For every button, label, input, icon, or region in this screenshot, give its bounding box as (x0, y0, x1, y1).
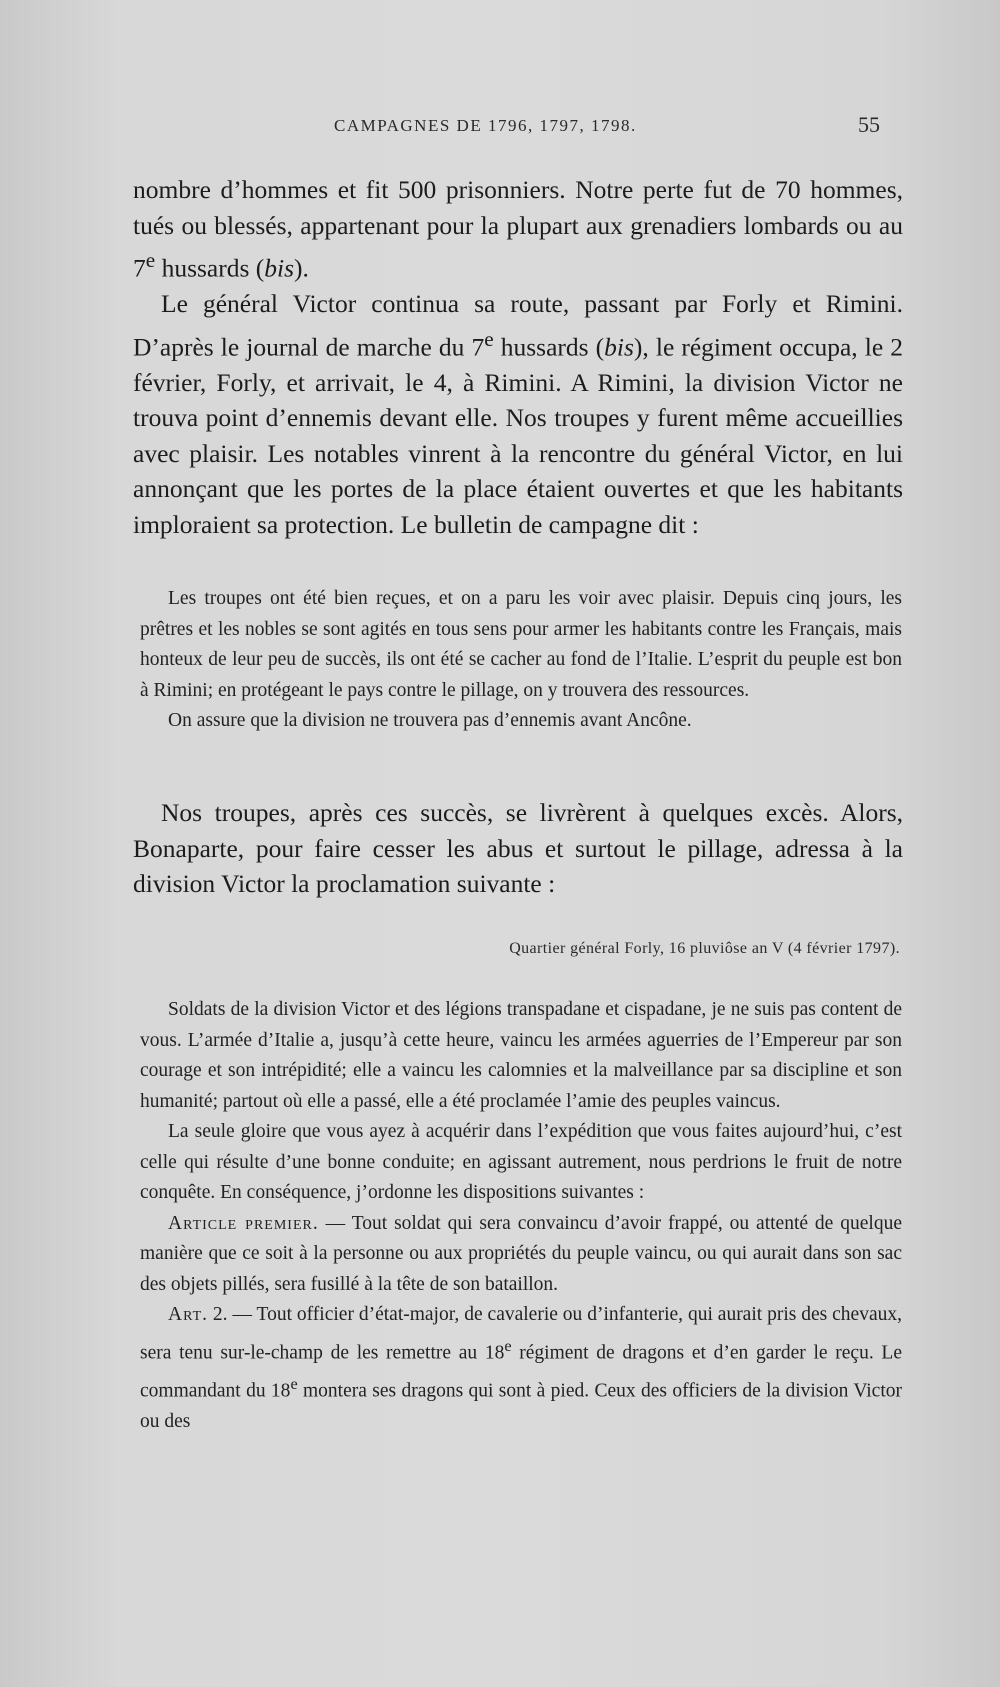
proclamation-paragraph-1: Soldats de la division Victor et des légions transpadane et cispadane, je ne suis pas content de vous. L’armée d’Italie a, jusqu’à cette heure, vaincu les armées aguerries de l’Empereur par son courage et son intrépidité; elle a vaincu les calomnies et la malveillance par sa discipline et son humanité; partout où elle a passé, elle a été proclamée l’amie des peuples vaincus. (140, 999, 902, 1112)
proclamation-paragraph-2: La seule gloire que vous ayez à acquérir dans l’expédition que vous faites aujourd’hui, c’est celle qui résulte d’une bonne conduite; en agissant autrement, nous perdrions le fruit de notre conquête. En conséquence, j’ordonne les dispositions suivantes : (140, 1121, 902, 1203)
main-text-block-2 (133, 795, 903, 902)
paragraph-1: nombre d’hommes et fit 500 prisonniers. Notre perte fut de 70 hommes, tués ou blessés, appartenant pour la plupart aux grenadiers lombards ou au 7e hussards (bis). (133, 175, 903, 283)
proclamation-text (140, 995, 902, 1437)
page-number: 55 (858, 112, 880, 137)
proclamation-dateline: Quartier général Forly, 16 pluviôse an V (4 février 1797). (509, 940, 900, 957)
article-1: Article premier. — Tout soldat qui sera convaincu d’avoir frappé, ou attenté de quelque manière que ce soit à la personne ou aux propriétés du peuple vaincu, ou qui aurait dans son sac des objets pillés, sera fusillé à la tête de son bataillon. (140, 1212, 902, 1295)
quote-paragraph-2: On assure que la division ne trouvera pas d’ennemis avant Ancône. (168, 710, 692, 731)
bulletin-quote (140, 584, 902, 737)
main-text-block-1 (133, 172, 903, 542)
article-2: Art. 2. — Tout officier d’état-major, de cavalerie ou d’infanterie, qui aurait pris des chevaux, sera tenu sur-le-champ de les remettre au 18e régiment de dragons et d’en garder le reçu. Le commandant du 18e montera ses dragons qui sont à pied. Ceux des officiers de la division Victor ou des (140, 1304, 902, 1432)
paragraph-2: Le général Victor continua sa route, passant par Forly et Rimini. D’après le journal de marche du 7e hussards (bis), le régiment occupa, le 2 février, Forly, et arrivait, le 4, à Rimini. A Rimini, la division Victor ne trouva point d’ennemis devant elle. Nos troupes y furent même accueillies avec plaisir. Les notables vinrent à la rencontre du général Victor, en lui annonçant que les portes de la place étaient ouvertes et que les habitants imploraient sa protection. Le bulletin de campagne dit : (133, 289, 903, 539)
quote-paragraph-1: Les troupes ont été bien reçues, et on a paru les voir avec plaisir. Depuis cinq jours, les prêtres et les nobles se sont agités en tous sens pour armer les habitants contre les Français, mais honteux de leur peu de succès, ils ont été se cacher au fond de l’Italie. L’esprit du peuple est bon à Rimini; en protégeant le pays contre le pillage, on y trouvera des ressources. (140, 588, 902, 701)
article-1-label: Article premier. (168, 1212, 319, 1234)
page-header (0, 112, 1000, 142)
running-title: CAMPAGNES DE 1796, 1797, 1798. (334, 116, 637, 135)
article-2-label: Art. (168, 1304, 209, 1325)
paragraph-3: Nos troupes, après ces succès, se livrèrent à quelques excès. Alors, Bonaparte, pour faire cesser les abus et surtout le pillage, adressa à la division Victor la proclamation suivante : (133, 798, 903, 898)
